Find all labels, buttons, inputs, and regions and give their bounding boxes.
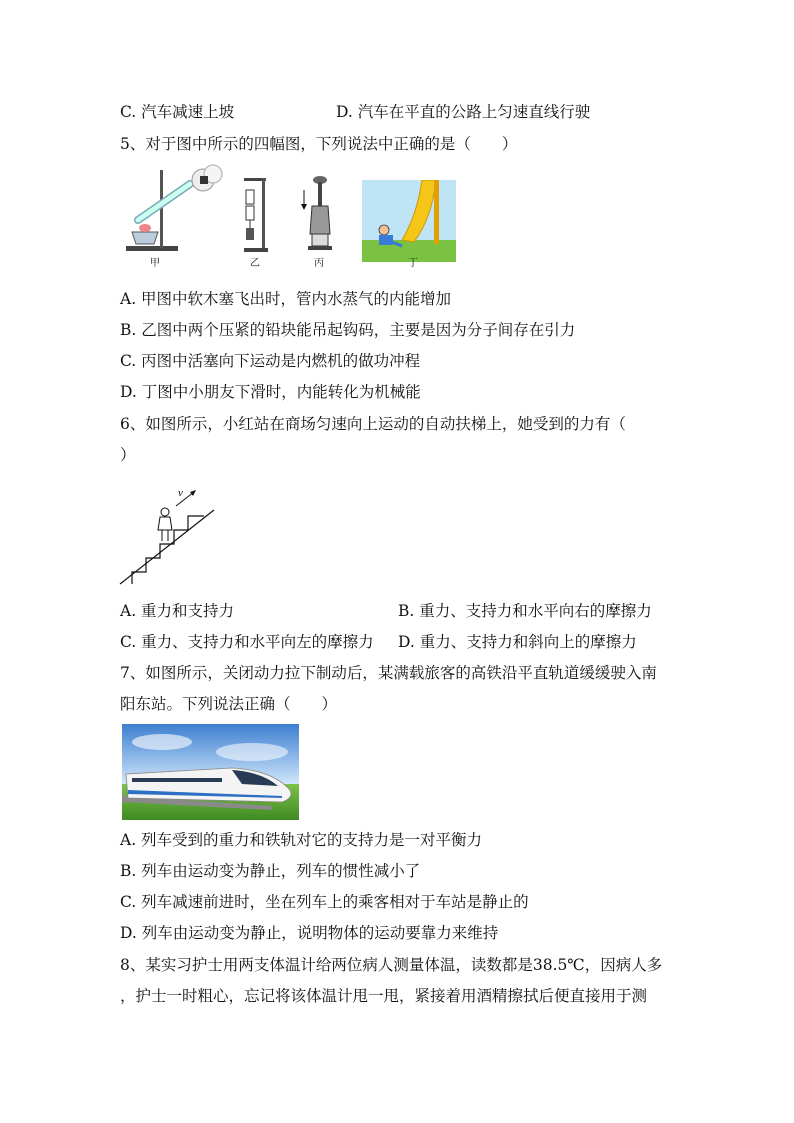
figure-yi-lead-blocks bbox=[240, 176, 270, 254]
caption-bing: 丙 bbox=[314, 258, 324, 269]
q6-option-d: D. 重力、支持力和斜向上的摩擦力 bbox=[398, 633, 637, 651]
figure-bing-piston bbox=[300, 174, 334, 254]
q6-option-c: C. 重力、支持力和水平向左的摩擦力 bbox=[120, 633, 374, 651]
q8-stem-line1: 8、某实习护士用两支体温计给两位病人测量体温，读数都是38.5℃，因病人多 bbox=[120, 956, 663, 974]
q7-option-b: B. 列车由运动变为静止，列车的惯性减小了 bbox=[120, 862, 421, 880]
q5-option-c: C. 丙图中活塞向下运动是内燃机的做功冲程 bbox=[120, 352, 421, 370]
q7-option-c: C. 列车减速前进时，坐在列车上的乘客相对于车站是静止的 bbox=[120, 893, 529, 911]
caption-ding: 丁 bbox=[408, 258, 418, 269]
q5-option-d: D. 丁图中小朋友下滑时，内能转化为机械能 bbox=[120, 383, 421, 401]
q6-stem-line1: 6、如图所示，小红站在商场匀速向上运动的自动扶梯上，她受到的力有（ bbox=[120, 415, 626, 433]
q4-option-c: C. 汽车减速上坡 bbox=[120, 103, 235, 121]
figure-ding-slide bbox=[362, 180, 456, 262]
q7-stem-line1: 7、如图所示，关闭动力拉下制动后，某满载旅客的高铁沿平直轨道缓缓驶入南 bbox=[120, 664, 657, 682]
q7-stem-line2: 阳东站。下列说法正确（ ） bbox=[120, 695, 338, 713]
q6-stem-line2: ） bbox=[120, 446, 136, 464]
q6-option-a: A. 重力和支持力 bbox=[120, 602, 235, 620]
q5-option-a: A. 甲图中软木塞飞出时，管内水蒸气的内能增加 bbox=[120, 290, 452, 308]
velocity-label: v bbox=[178, 487, 183, 499]
figure-jia-test-tube bbox=[118, 162, 228, 257]
q4-option-d: D. 汽车在平直的公路上匀速直线行驶 bbox=[336, 103, 591, 121]
q5-figure-strip bbox=[118, 162, 463, 272]
q5-stem: 5、对于图中所示的四幅图，下列说法中正确的是（ ） bbox=[120, 135, 518, 153]
q8-stem-line2: ，护士一时粗心，忘记将该体温计甩一甩，紧接着用酒精擦拭后便直接用于测 bbox=[120, 987, 648, 1005]
q7-train-photo bbox=[122, 724, 299, 820]
q6-escalator-figure bbox=[118, 486, 222, 588]
q7-option-a: A. 列车受到的重力和铁轨对它的支持力是一对平衡力 bbox=[120, 831, 483, 849]
q7-option-d: D. 列车由运动变为静止，说明物体的运动要靠力来维持 bbox=[120, 924, 499, 942]
caption-yi: 乙 bbox=[250, 258, 260, 269]
caption-jia: 甲 bbox=[150, 258, 160, 269]
q5-option-b: B. 乙图中两个压紧的铅块能吊起钩码，主要是因为分子间存在引力 bbox=[120, 321, 576, 339]
q6-option-b: B. 重力、支持力和水平向右的摩擦力 bbox=[398, 602, 652, 620]
